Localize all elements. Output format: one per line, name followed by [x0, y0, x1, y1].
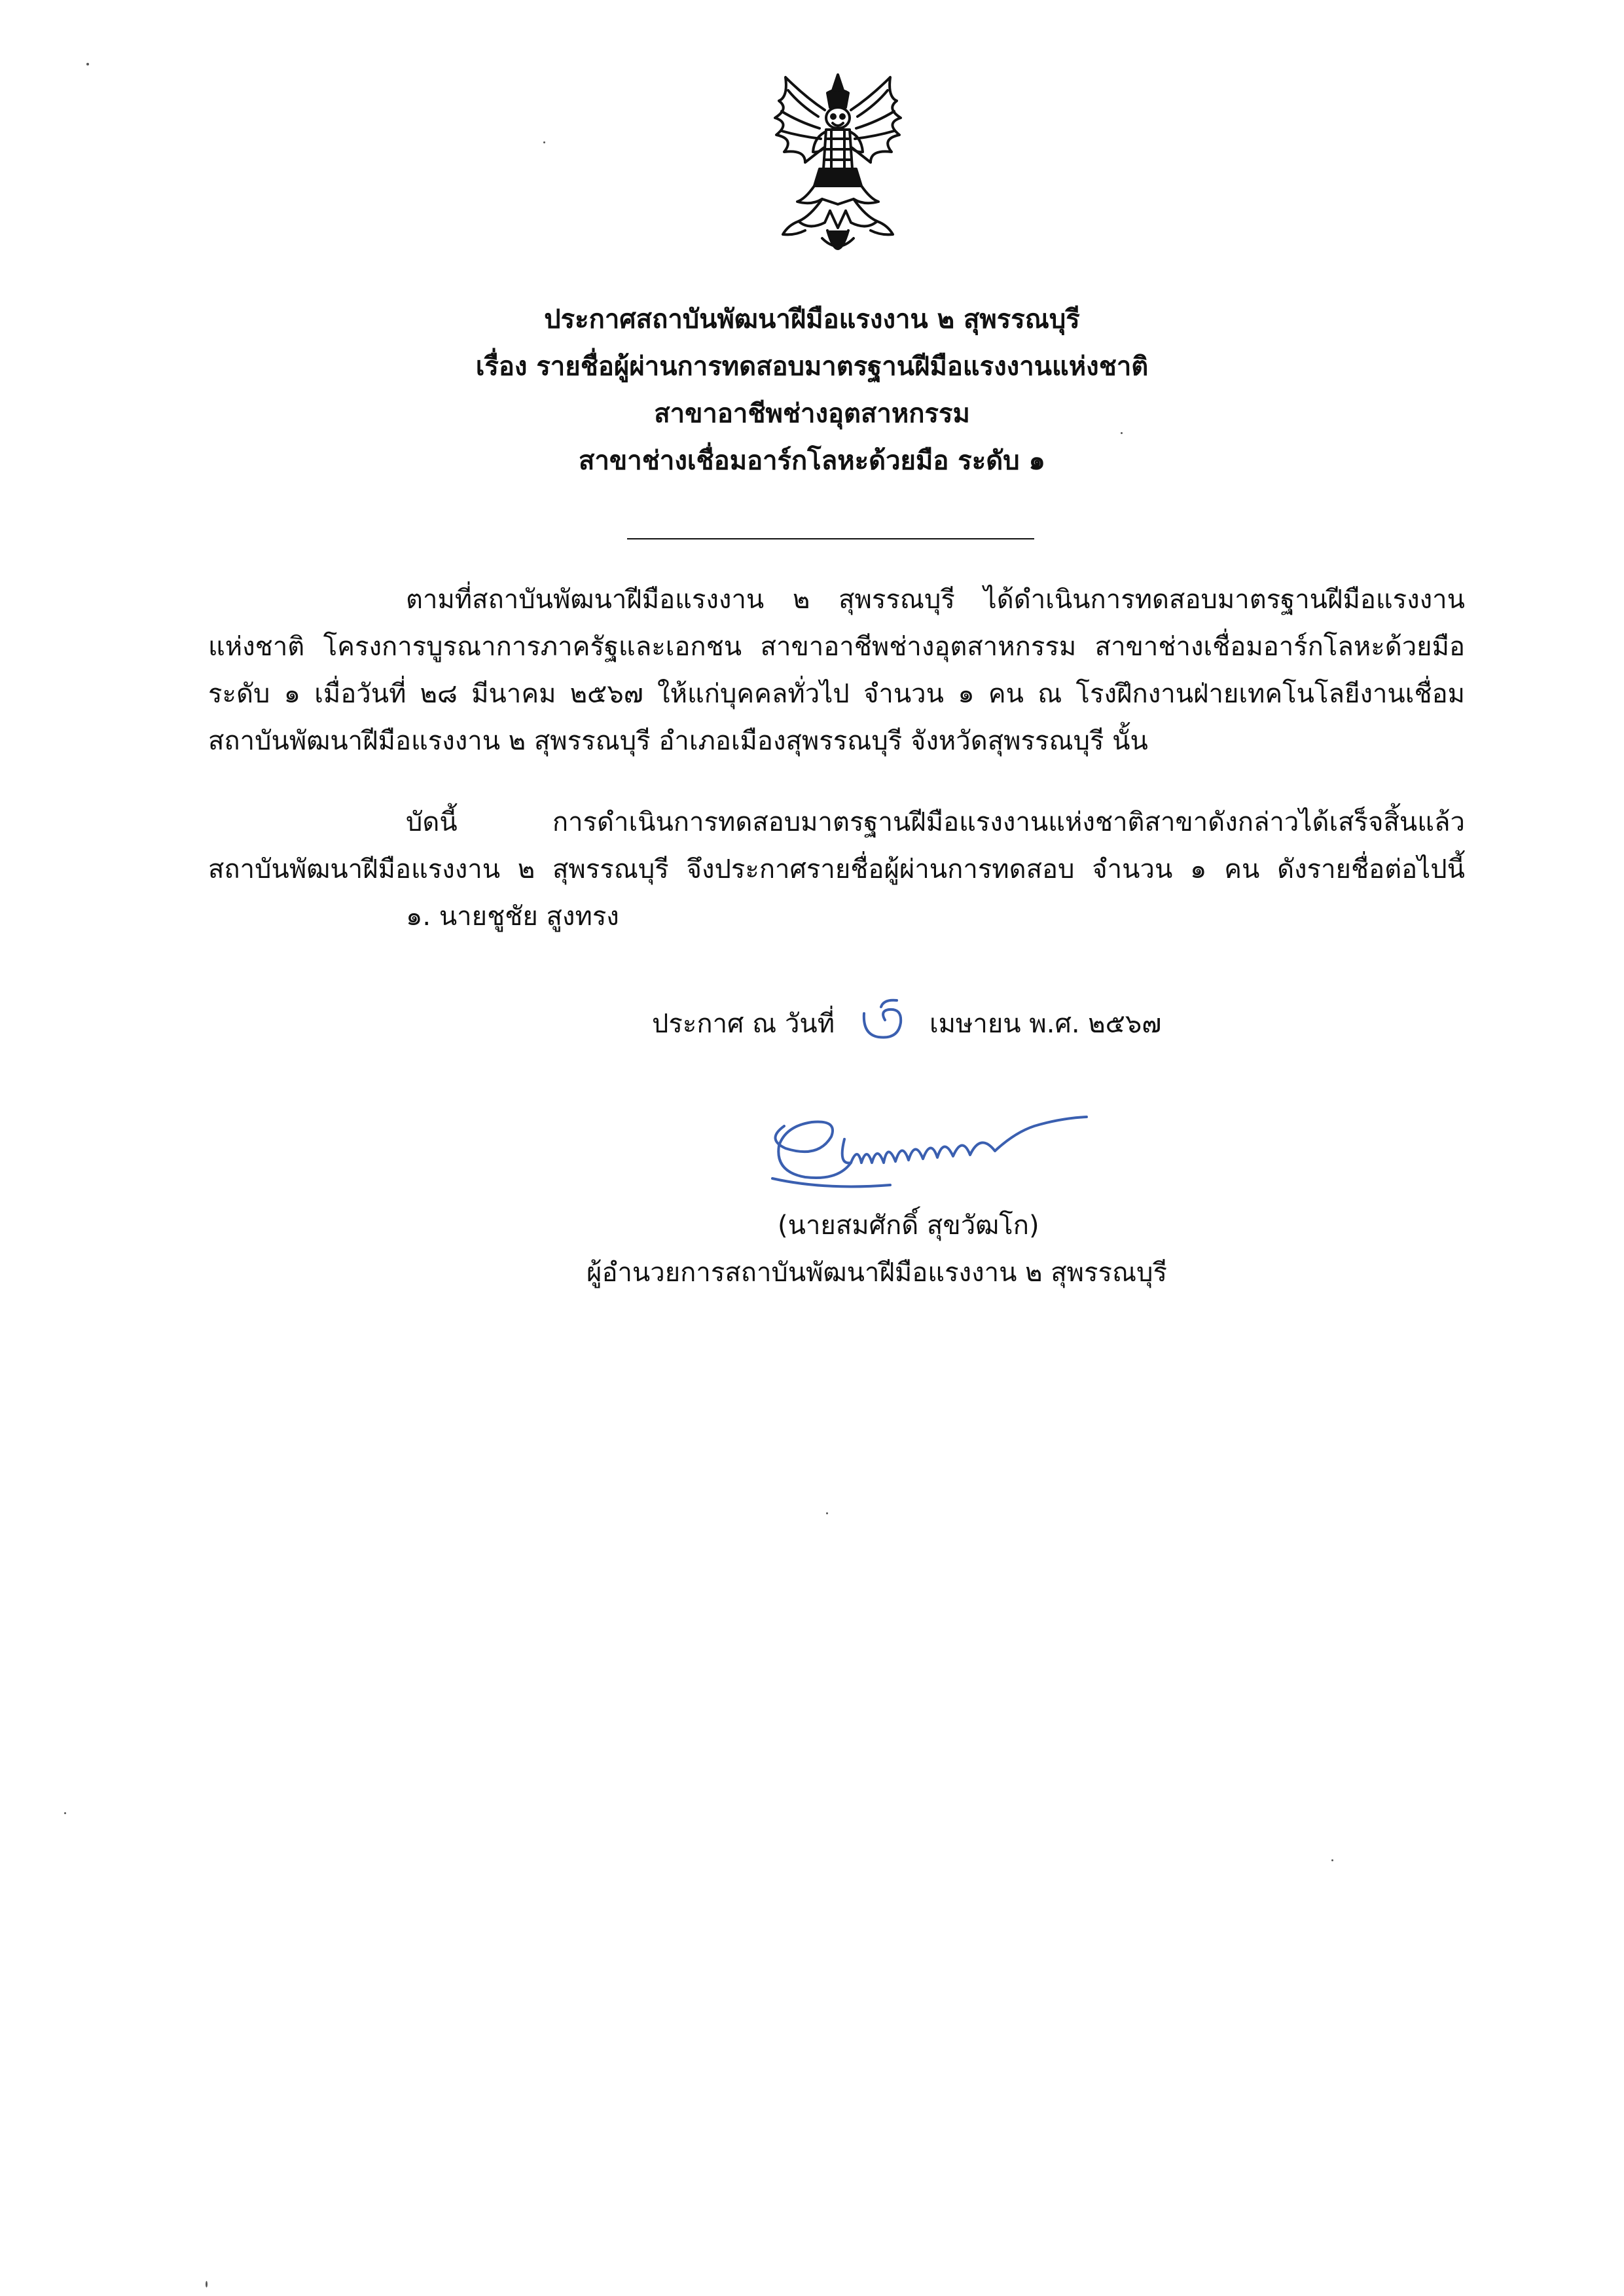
paragraph-1: [208, 576, 1465, 765]
paragraph-2: [208, 799, 1465, 940]
scan-speck: [1331, 1859, 1333, 1861]
announcement-date-prefix: ประกาศ ณ วันที่: [652, 1009, 835, 1039]
signer-title: ผู้อำนวยการสถาบันพัฒนาฝีมือแรงงาน ๒ สุพรรณบุรี: [586, 1258, 1167, 1288]
paragraph-2-line-1: บัดนี้ การดำเนินการทดสอบมาตรฐานฝีมือแรงงานแห่งชาติสาขาดังกล่าวได้เสร็จสิ้นแล้ว: [406, 807, 1465, 837]
handwritten-day-numeral: [855, 994, 914, 1046]
scan-speck: [86, 63, 89, 65]
scan-speck: [1121, 432, 1123, 434]
passed-candidate-list-item: ๑. นายชูชัย สูงทรง: [406, 902, 619, 932]
handwritten-signature: [759, 1100, 1126, 1198]
scan-speck: [206, 2281, 208, 2287]
paragraph-1-line-2: แห่งชาติ โครงการบูรณาการภาครัฐและเอกชน สาขาอาชีพช่างอุตสาหกรรม สาขาช่างเชื่อมอาร์กโลหะด้วยมือ: [208, 632, 1465, 662]
paragraph-1-line-3: ระดับ ๑ เมื่อวันที่ ๒๘ มีนาคม ๒๕๖๗ ให้แก่บุคคลทั่วไป จำนวน ๑ คน ณ โรงฝึกงานฝ่ายเทคโนโลยีงานเชื่อม: [208, 679, 1465, 709]
heading-trade-level: สาขาช่างเชื่อมอาร์กโลหะด้วยมือ ระดับ ๑: [579, 446, 1045, 476]
announcement-date-suffix: เมษายน พ.ศ. ๒๕๖๗: [929, 1009, 1162, 1039]
announcement-heading: [0, 296, 1624, 484]
paragraph-1-line-4: สถาบันพัฒนาฝีมือแรงงาน ๒ สุพรรณบุรี อำเภอเมืองสุพรรณบุรี จังหวัดสุพรรณบุรี นั้น: [208, 726, 1148, 756]
heading-title: ประกาศสถาบันพัฒนาฝีมือแรงงาน ๒ สุพรรณบุรี: [544, 304, 1080, 335]
scan-speck: [64, 1812, 66, 1814]
scan-speck: [543, 141, 545, 143]
scan-speck: [826, 1512, 828, 1514]
paragraph-1-line-1: ตามที่สถาบันพัฒนาฝีมือแรงงาน ๒ สุพรรณบุรี ได้ดำเนินการทดสอบมาตรฐานฝีมือแรงงาน: [406, 585, 1465, 615]
garuda-emblem-icon: [759, 71, 916, 267]
paragraph-2-line-2: สถาบันพัฒนาฝีมือแรงงาน ๒ สุพรรณบุรี จึงประกาศรายชื่อผู้ผ่านการทดสอบ จำนวน ๑ คน ดังรายชื่อต่อไปนี้: [208, 854, 1465, 884]
heading-occupation-field: สาขาอาชีพช่างอุตสาหกรรม: [654, 399, 970, 429]
heading-divider: [627, 538, 1034, 539]
signer-name: (นายสมศักดิ์ สุขวัฒโก): [778, 1211, 1039, 1241]
heading-subject: เรื่อง รายชื่อผู้ผ่านการทดสอบมาตรฐานฝีมือแรงงานแห่งชาติ: [475, 352, 1149, 382]
